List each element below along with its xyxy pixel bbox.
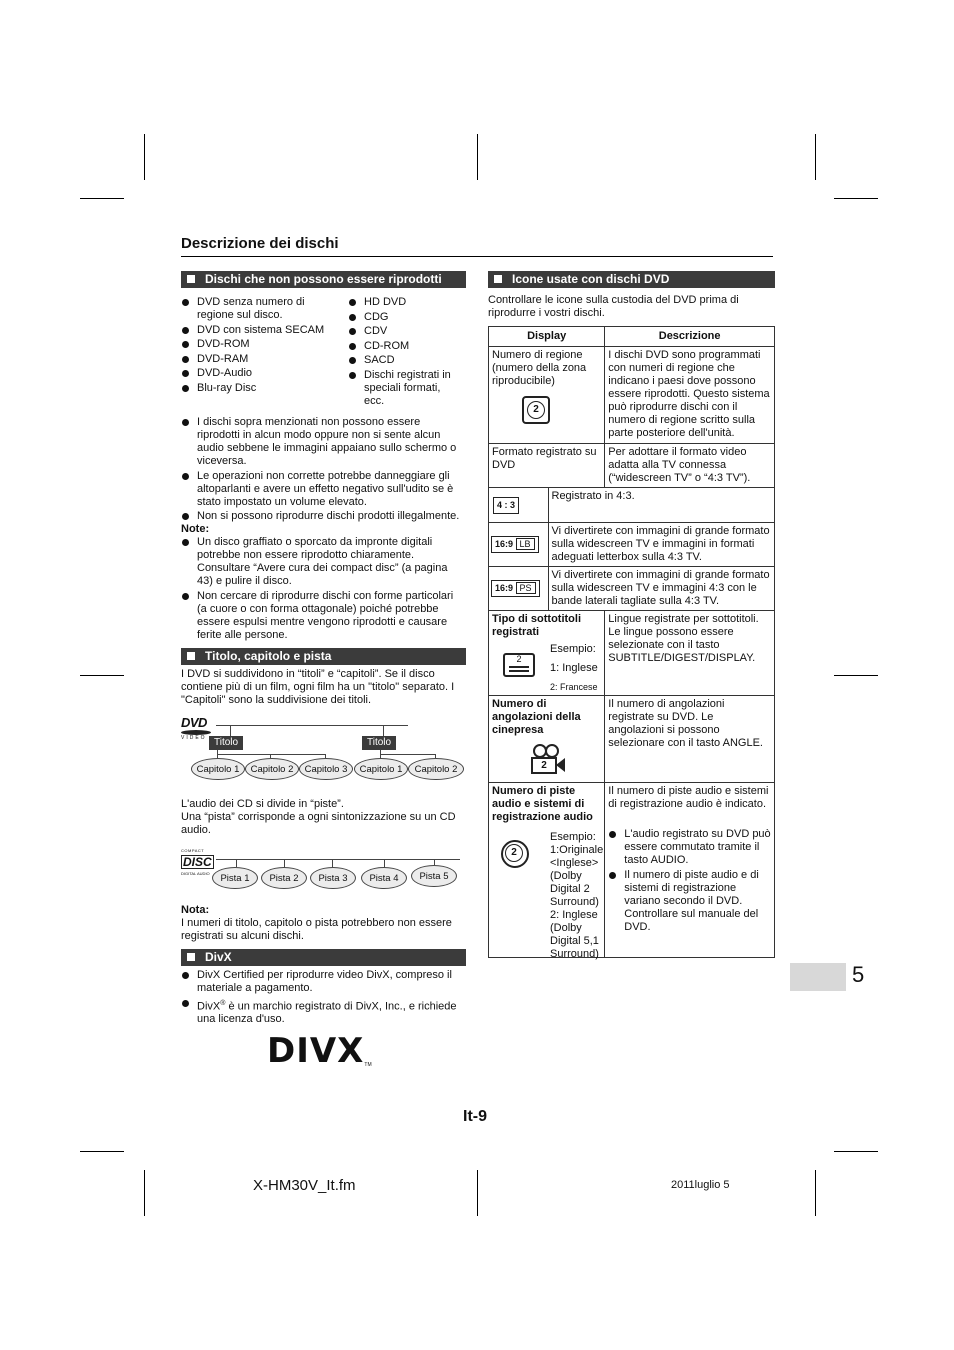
angle-number: 2 [531,757,557,774]
table-cell: Il numero di angolazioni registrate su DVD. Le angolazioni si possono selezionare con il tasto ANGLE. [605,696,775,783]
list-item: Il numero di piste audio e di sistemi di registrazione variano secondo il DVD. Controllare sul manuale del DVD. [608,869,771,934]
region-label: Numero di regione (numero della zona riproducibile) [492,349,587,387]
format-subtable [489,488,775,611]
aspect-text: 16:9 [495,539,514,549]
heading-text: DivX [205,950,232,964]
region-cell [489,347,605,444]
list-item: DVD senza numero di regione sul disco. [181,296,336,322]
cd-text-2: Una “pista” corrisponde a ogni sintonizzazione su un CD audio. [181,811,456,836]
col-header-display: Display [489,327,605,347]
title-label: Titolo [362,736,396,750]
ps-text: PS [516,582,536,594]
compact-disc-logo [181,848,215,874]
format-table [489,488,774,610]
dvd-icons-table [488,326,775,958]
subtitle-line [509,666,529,668]
divx-text: DivX [197,1000,221,1013]
tree-line [383,725,384,736]
table-row [489,444,775,488]
divx-text: è un marchio registrato di DivX, Inc., e richiede una licenza d'uso. [197,1000,457,1026]
audio-desc-cell [605,783,775,958]
subtitle-label: Tipo di sottotitoli registrati [492,613,581,638]
list-item: Le operazioni non corrette potrebbe danneggiare gli altoparlanti e avere un effetto negativo sull'udito se è stato impostato un volume elevato. [181,470,465,509]
cd-logo-sub: DIGITAL AUDIO [181,871,210,876]
dvd-logo-sub: VIDEO [181,735,207,741]
track-node: Pista 5 [411,865,457,887]
file-name: X-HM30V_It.fm [253,1177,356,1194]
non-playable-list-left [181,296,336,396]
crop-mark [144,1170,145,1216]
title-label: Titolo [209,736,243,750]
note-label: Nota: [181,904,210,916]
list-item: DVD-RAM [181,353,336,366]
page-tab [790,963,846,991]
aspect-43-icon: 4 : 3 [493,497,519,514]
table-cell: Registrato in 4:3. [548,488,774,523]
heading-text: Icone usate con dischi DVD [512,272,670,286]
divx-logo-text: DIVX [267,1031,365,1071]
crop-mark [477,134,478,180]
table-row [489,696,775,783]
crop-mark [834,198,878,199]
cd-text-1: L'audio dei CD si divide in “piste”. [181,798,344,810]
list-item: Non cercare di riprodurre dischi con forme particolari (a cuore o con forma ottagonale) poiché potrebbe essere espulsi mentre vengono riprodotti e causare ferite alle persone. [181,590,465,642]
audio-bullets [608,828,771,934]
table-cell: Formato registrato su DVD [489,444,605,488]
table-cell: Lingue registrate per sottotitoli. Le lingue possono essere selezionate con il tasto SUBTITLE/DIGEST/DISPLAY. [605,611,775,696]
crop-mark [477,1170,478,1216]
track-node: Pista 4 [361,867,407,889]
widescreen-ps-icon [491,580,540,597]
section-heading-divx [181,949,466,966]
crop-mark [80,198,124,199]
table-row [489,488,775,611]
crop-mark [815,134,816,180]
table-row [489,488,774,523]
subtitle-line [509,670,529,672]
section-heading-non-playable [181,271,466,288]
camera-lens [556,758,565,772]
table-row [489,783,775,958]
list-item: Un disco graffiato o sporcato da impronte digitali potrebbe non essere riprodotto chiaramente. Consultare “Avere cura dei compact disc” (a pagina 43) e pulire il disco. [181,536,465,588]
list-item [181,997,465,1027]
table-row [489,523,774,567]
divx-logo [267,1031,372,1071]
crop-mark [834,675,878,676]
audio-label: Numero di piste audio e sistemi di registrazione audio [492,785,593,823]
tree-line [216,725,408,726]
lb-text: LB [516,538,535,550]
list-item: SACD [348,354,463,367]
crop-mark [144,134,145,180]
non-playable-bullets [181,416,465,525]
cd-logo-text: DISC [183,855,212,869]
chapter-node: Capitolo 1 [191,758,245,780]
track-node: Pista 3 [310,867,356,889]
tree-line [230,725,231,736]
non-playable-notes [181,536,465,643]
col-header-desc: Descrizione [605,327,775,347]
table-cell: Vi divertirete con immagini di grande formato sulla widescreen TV e immagini in formati adeguati letterbox sulla 4:3 TV. [548,523,774,567]
divx-bullets [181,969,465,1028]
list-item: CDV [348,325,463,338]
table-cell [489,488,548,523]
icons-intro: Controllare le icone sulla custodia del DVD prima di riprodurre i vostri dischi. [488,294,739,319]
divx-logo-tm: TM [364,1062,372,1068]
list-item: DVD con sistema SECAM [181,324,336,337]
crop-mark [80,1151,124,1152]
angle-label: Numero di angolazioni della cinepresa [492,698,581,736]
heading-text: Titolo, capitolo e pista [205,649,332,663]
page-title: Descrizione dei dischi [181,235,339,252]
tree-line [216,859,460,860]
list-item: HD DVD [348,296,463,309]
audio-number: 2 [505,844,523,862]
list-item: DVD-ROM [181,338,336,351]
tree-line [236,859,237,867]
region-number: 2 [527,401,545,419]
page-tab-number: 5 [852,962,865,987]
dvd-logo-text: DVD [181,715,207,730]
non-playable-list-right [348,296,463,409]
example-item: 2: Francese [550,682,598,692]
track-node: Pista 2 [261,867,307,889]
list-item: I dischi sopra menzionati non possono essere riprodotti in alcun modo oppure non si sente alcun audio sebbene le immagini appaiano sullo schermo o viceversa. [181,416,465,468]
table-cell [489,567,548,611]
table-cell: Per adottare il formato video adatta alla TV connessa (“widescreen TV” o “4:3 TV”). [605,444,775,488]
track-node: Pista 1 [212,867,258,889]
audio-icon [501,840,529,868]
audio-desc: Il numero di piste audio e sistemi di registrazione audio è indicato. [608,785,769,810]
chapter-node: Capitolo 2 [245,758,299,780]
list-item: Non si possono riprodurre dischi prodotti illegalmente. [181,510,465,523]
crop-mark [834,1151,878,1152]
list-item: Dischi registrati in speciali formati, ecc. [348,369,463,408]
chapter-node: Capitolo 2 [408,758,464,780]
list-item: L'audio registrato su DVD può essere commutato tramite il tasto AUDIO. [608,828,771,867]
crop-mark [80,675,124,676]
chapter-node: Capitolo 1 [354,758,408,780]
subtitle-cell [489,611,605,696]
note-text: I numeri di titolo, capitolo o pista potrebbero non essere registrati su alcuni dischi. [181,917,452,942]
table-cell: Vi divertirete con immagini di grande formato sulla widescreen TV e immagini 4:3 con le bande laterali tagliate sulla 4:3 TV. [551,569,770,607]
table-cell: I dischi DVD sono programmati con numeri di regione che indicano i paesi dove possono essere riprodotti. Questo sistema può riprodurre dischi con il numero di regione scritto sulla parte posteriore dell'unità. [605,347,775,444]
table-cell [489,523,548,567]
camera-reel [545,744,559,758]
aspect-text: 16:9 [495,583,514,593]
example-label: Esempio: [550,643,596,655]
tree-line [332,859,333,867]
subtitle-icon [503,653,535,677]
table-row [489,611,775,696]
cd-logo-top: COMPACT [181,848,205,853]
list-item: CDG [348,311,463,324]
audio-example: Esempio: 1:Originale <Inglese> (Dolby Digital 2 Surround) 2: Inglese (Dolby Digital 5,1 Surround) [550,831,604,960]
subtitle-number: 2 [516,654,522,664]
tree-line [284,859,285,867]
section-heading-icons [488,271,775,288]
title-chapter-intro: I DVD si suddividono in “titoli” e “capitoli”. Se il disco contiene più di un film, ogni film ha un "titolo" separato. I "Capitoli" sono la suddivisione dei titoli. [181,668,455,706]
table-row [489,567,774,611]
angle-cell [489,696,605,783]
title-rule [181,256,773,257]
tree-line [380,754,435,755]
camera-icon [531,744,567,772]
table-row [489,347,775,444]
note-label: Note: [181,523,210,535]
section-heading-title-chapter [181,648,466,665]
table-header-row [489,327,775,347]
tree-line [384,859,385,867]
chapter-node: Capitolo 3 [299,758,353,780]
list-item: DVD-Audio [181,367,336,380]
registered-mark: ® [220,999,226,1007]
example-item: 1: Inglese [550,662,598,674]
list-item: CD-ROM [348,340,463,353]
globe-icon [522,396,550,424]
audio-cell [489,783,605,958]
heading-text: Dischi che non possono essere riprodotti [205,272,442,286]
page-number: It-9 [463,1108,487,1125]
tree-line [217,754,325,755]
list-item: DivX Certified per riprodurre video DivX, compreso il materiale a pagamento. [181,969,465,995]
file-date: 2011luglio 5 [671,1179,730,1191]
widescreen-lb-icon [491,536,539,553]
crop-mark [815,1170,816,1216]
list-item: Blu-ray Disc [181,382,336,395]
